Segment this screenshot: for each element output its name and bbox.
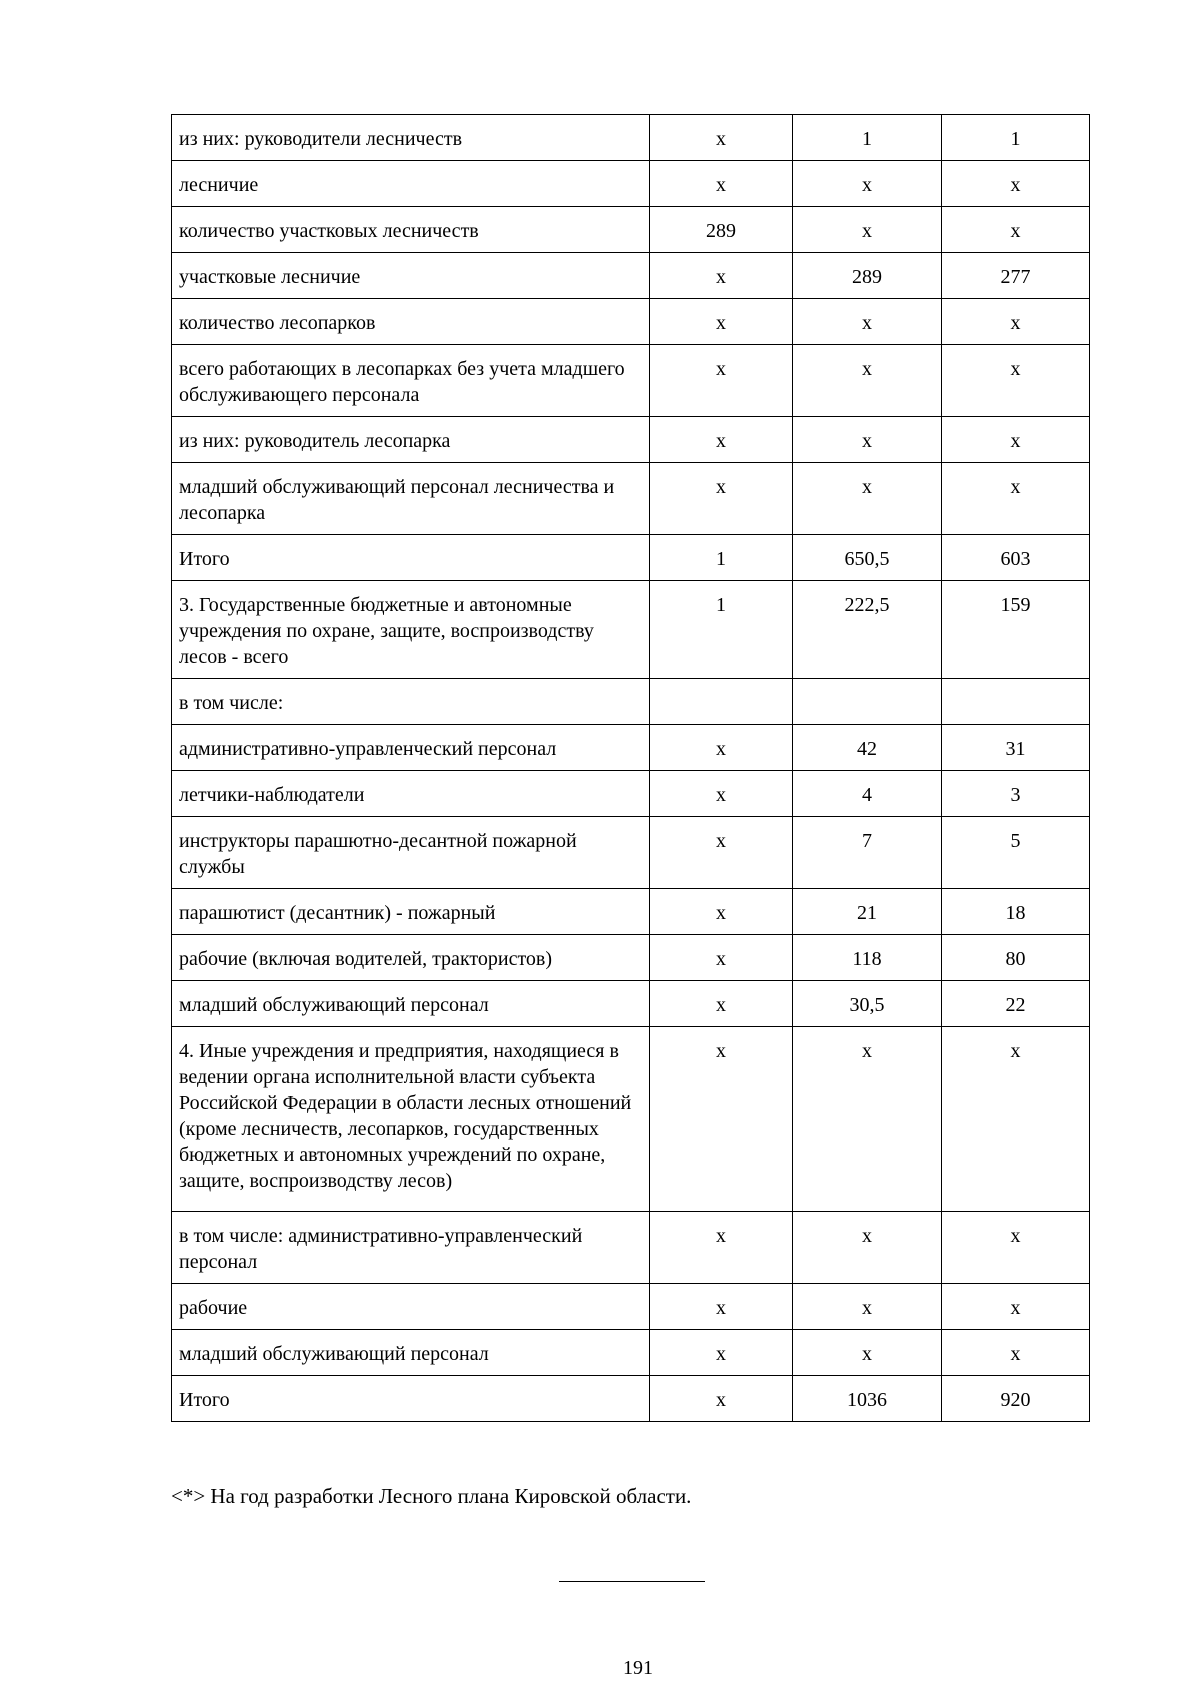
row-label: из них: руководители лесничеств — [172, 115, 650, 161]
value-cell-col2 — [793, 679, 942, 725]
row-label: количество лесопарков — [172, 299, 650, 345]
staffing-table — [171, 114, 1090, 1422]
value-cell-col3: 3 — [942, 771, 1090, 817]
table-row — [172, 417, 1090, 463]
table-row — [172, 207, 1090, 253]
row-label: парашютист (десантник) - пожарный — [172, 889, 650, 935]
value-cell-col2: 21 — [793, 889, 942, 935]
value-cell-col3: х — [942, 299, 1090, 345]
value-cell-col2: 4 — [793, 771, 942, 817]
table-row — [172, 1212, 1090, 1284]
table-row — [172, 161, 1090, 207]
value-cell-col3: 22 — [942, 981, 1090, 1027]
value-cell-col1: х — [650, 1212, 793, 1284]
value-cell-col3: 80 — [942, 935, 1090, 981]
value-cell-col1 — [650, 679, 793, 725]
value-cell-col2: х — [793, 1212, 942, 1284]
table-row — [172, 1330, 1090, 1376]
value-cell-col2: х — [793, 417, 942, 463]
table-row — [172, 463, 1090, 535]
value-cell-col2: 118 — [793, 935, 942, 981]
value-cell-col3 — [942, 679, 1090, 725]
value-cell-col3: х — [942, 207, 1090, 253]
table-row — [172, 253, 1090, 299]
value-cell-col1: х — [650, 161, 793, 207]
row-label: младший обслуживающий персонал лесничества и лесопарка — [172, 463, 650, 535]
row-label: 3. Государственные бюджетные и автономные учреждения по охране, защите, воспроизводству лесов - всего — [172, 581, 650, 679]
table-row — [172, 581, 1090, 679]
table-row — [172, 1027, 1090, 1212]
row-label: административно-управленческий персонал — [172, 725, 650, 771]
row-label: всего работающих в лесопарках без учета младшего обслуживающего персонала — [172, 345, 650, 417]
value-cell-col2: 222,5 — [793, 581, 942, 679]
value-cell-col3: х — [942, 417, 1090, 463]
value-cell-col1: х — [650, 725, 793, 771]
value-cell-col3: х — [942, 1330, 1090, 1376]
table-row — [172, 679, 1090, 725]
value-cell-col2: 30,5 — [793, 981, 942, 1027]
value-cell-col2: 289 — [793, 253, 942, 299]
value-cell-col1: х — [650, 299, 793, 345]
value-cell-col1: 1 — [650, 581, 793, 679]
table-row — [172, 771, 1090, 817]
table-body — [172, 115, 1090, 1422]
table-row — [172, 299, 1090, 345]
separator-line — [559, 1581, 705, 1582]
value-cell-col1: 289 — [650, 207, 793, 253]
value-cell-col1: х — [650, 889, 793, 935]
table-row — [172, 981, 1090, 1027]
row-label: рабочие — [172, 1284, 650, 1330]
value-cell-col2: х — [793, 1284, 942, 1330]
row-label: в том числе: — [172, 679, 650, 725]
value-cell-col1: х — [650, 817, 793, 889]
value-cell-col3: х — [942, 1284, 1090, 1330]
value-cell-col3: 920 — [942, 1376, 1090, 1422]
row-label: лесничие — [172, 161, 650, 207]
table-row — [172, 115, 1090, 161]
value-cell-col2: 7 — [793, 817, 942, 889]
value-cell-col1: х — [650, 1330, 793, 1376]
value-cell-col1: х — [650, 463, 793, 535]
row-label: инструкторы парашютно-десантной пожарной службы — [172, 817, 650, 889]
value-cell-col1: х — [650, 1376, 793, 1422]
value-cell-col1: х — [650, 253, 793, 299]
value-cell-col1: х — [650, 1284, 793, 1330]
footnote: <*> На год разработки Лесного плана Кировской области. — [171, 1484, 692, 1508]
value-cell-col3: 603 — [942, 535, 1090, 581]
value-cell-col2: х — [793, 299, 942, 345]
value-cell-col2: 650,5 — [793, 535, 942, 581]
page-number: 191 — [623, 1657, 653, 1679]
value-cell-col1: х — [650, 981, 793, 1027]
value-cell-col3: х — [942, 345, 1090, 417]
table-row — [172, 345, 1090, 417]
value-cell-col1: х — [650, 771, 793, 817]
row-label: из них: руководитель лесопарка — [172, 417, 650, 463]
value-cell-col2: х — [793, 207, 942, 253]
value-cell-col3: х — [942, 161, 1090, 207]
row-label: младший обслуживающий персонал — [172, 981, 650, 1027]
value-cell-col3: 31 — [942, 725, 1090, 771]
value-cell-col2: х — [793, 161, 942, 207]
row-label: Итого — [172, 535, 650, 581]
value-cell-col3: х — [942, 463, 1090, 535]
value-cell-col1: 1 — [650, 535, 793, 581]
value-cell-col3: 277 — [942, 253, 1090, 299]
value-cell-col2: х — [793, 345, 942, 417]
table-row — [172, 1284, 1090, 1330]
value-cell-col1: х — [650, 935, 793, 981]
row-label: младший обслуживающий персонал — [172, 1330, 650, 1376]
value-cell-col3: х — [942, 1027, 1090, 1212]
value-cell-col3: х — [942, 1212, 1090, 1284]
value-cell-col2: 1036 — [793, 1376, 942, 1422]
value-cell-col3: 18 — [942, 889, 1090, 935]
row-label: участковые лесничие — [172, 253, 650, 299]
row-label: рабочие (включая водителей, трактористов) — [172, 935, 650, 981]
value-cell-col3: 5 — [942, 817, 1090, 889]
row-label: Итого — [172, 1376, 650, 1422]
row-label: 4. Иные учреждения и предприятия, находящиеся в ведении органа исполнительной власти субъекта Российской Федерации в области лесных отношений (кроме лесничеств, лесопарков, государственных бюджетных и автономных учреждений по охране, защите, воспроизводству лесов) — [172, 1027, 650, 1212]
table-row — [172, 725, 1090, 771]
value-cell-col1: х — [650, 345, 793, 417]
row-label: летчики-наблюдатели — [172, 771, 650, 817]
table-row — [172, 889, 1090, 935]
value-cell-col1: х — [650, 1027, 793, 1212]
table-row — [172, 935, 1090, 981]
table-row — [172, 1376, 1090, 1422]
value-cell-col1: х — [650, 115, 793, 161]
value-cell-col1: х — [650, 417, 793, 463]
value-cell-col3: 159 — [942, 581, 1090, 679]
table-row — [172, 535, 1090, 581]
value-cell-col2: 42 — [793, 725, 942, 771]
table-row — [172, 817, 1090, 889]
value-cell-col2: х — [793, 1330, 942, 1376]
row-label: количество участковых лесничеств — [172, 207, 650, 253]
value-cell-col3: 1 — [942, 115, 1090, 161]
value-cell-col2: 1 — [793, 115, 942, 161]
value-cell-col2: х — [793, 463, 942, 535]
row-label: в том числе: административно-управленческий персонал — [172, 1212, 650, 1284]
value-cell-col2: х — [793, 1027, 942, 1212]
